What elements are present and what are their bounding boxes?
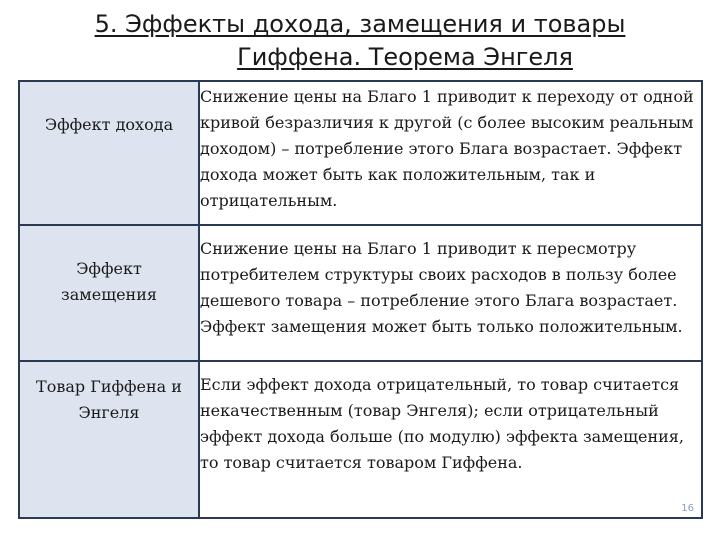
title-line-1: 5. Эффекты дохода, замещения и товары [94, 10, 626, 38]
term-cell [19, 361, 199, 518]
title-line-2: Гиффена. Теорема Энгеля [237, 43, 573, 71]
page-number: 16 [681, 503, 694, 514]
description-cell [199, 225, 702, 361]
description-substitution-effect: Снижение цены на Благо 1 приводит к пересмотру потребителем структуры своих расходов в пользу более дешевого товара – потребление этого Блага возрастает. Эффект замещения может быть только положительным. [200, 239, 683, 336]
term-cell [19, 81, 199, 225]
description-income-effect: Снижение цены на Благо 1 приводит к переходу от одной кривой безразличия к другой (с более высоким реальным доходом) – потребление этого Блага возрастает. Эффект дохода может быть как положительным, так и отрицательным. [200, 87, 694, 210]
term-income-effect: Эффект дохода [44, 115, 174, 134]
term-cell [19, 225, 199, 361]
definitions-table [18, 80, 703, 519]
slide-title [40, 8, 680, 74]
table-row [19, 81, 702, 225]
description-cell [199, 361, 702, 518]
description-cell [199, 81, 702, 225]
term-giffen-engel: Товар Гиффена и Энгеля [36, 377, 182, 422]
description-giffen-engel: Если эффект дохода отрицательный, то товар считается некачественным (товар Энгеля); если отрицательный эффект дохода больше (по модулю) эффекта замещения, то товар считается товаром Гиффена. [200, 375, 684, 472]
table-row [19, 361, 702, 518]
term-substitution-effect: Эффект замещения [61, 259, 157, 304]
table-row [19, 225, 702, 361]
